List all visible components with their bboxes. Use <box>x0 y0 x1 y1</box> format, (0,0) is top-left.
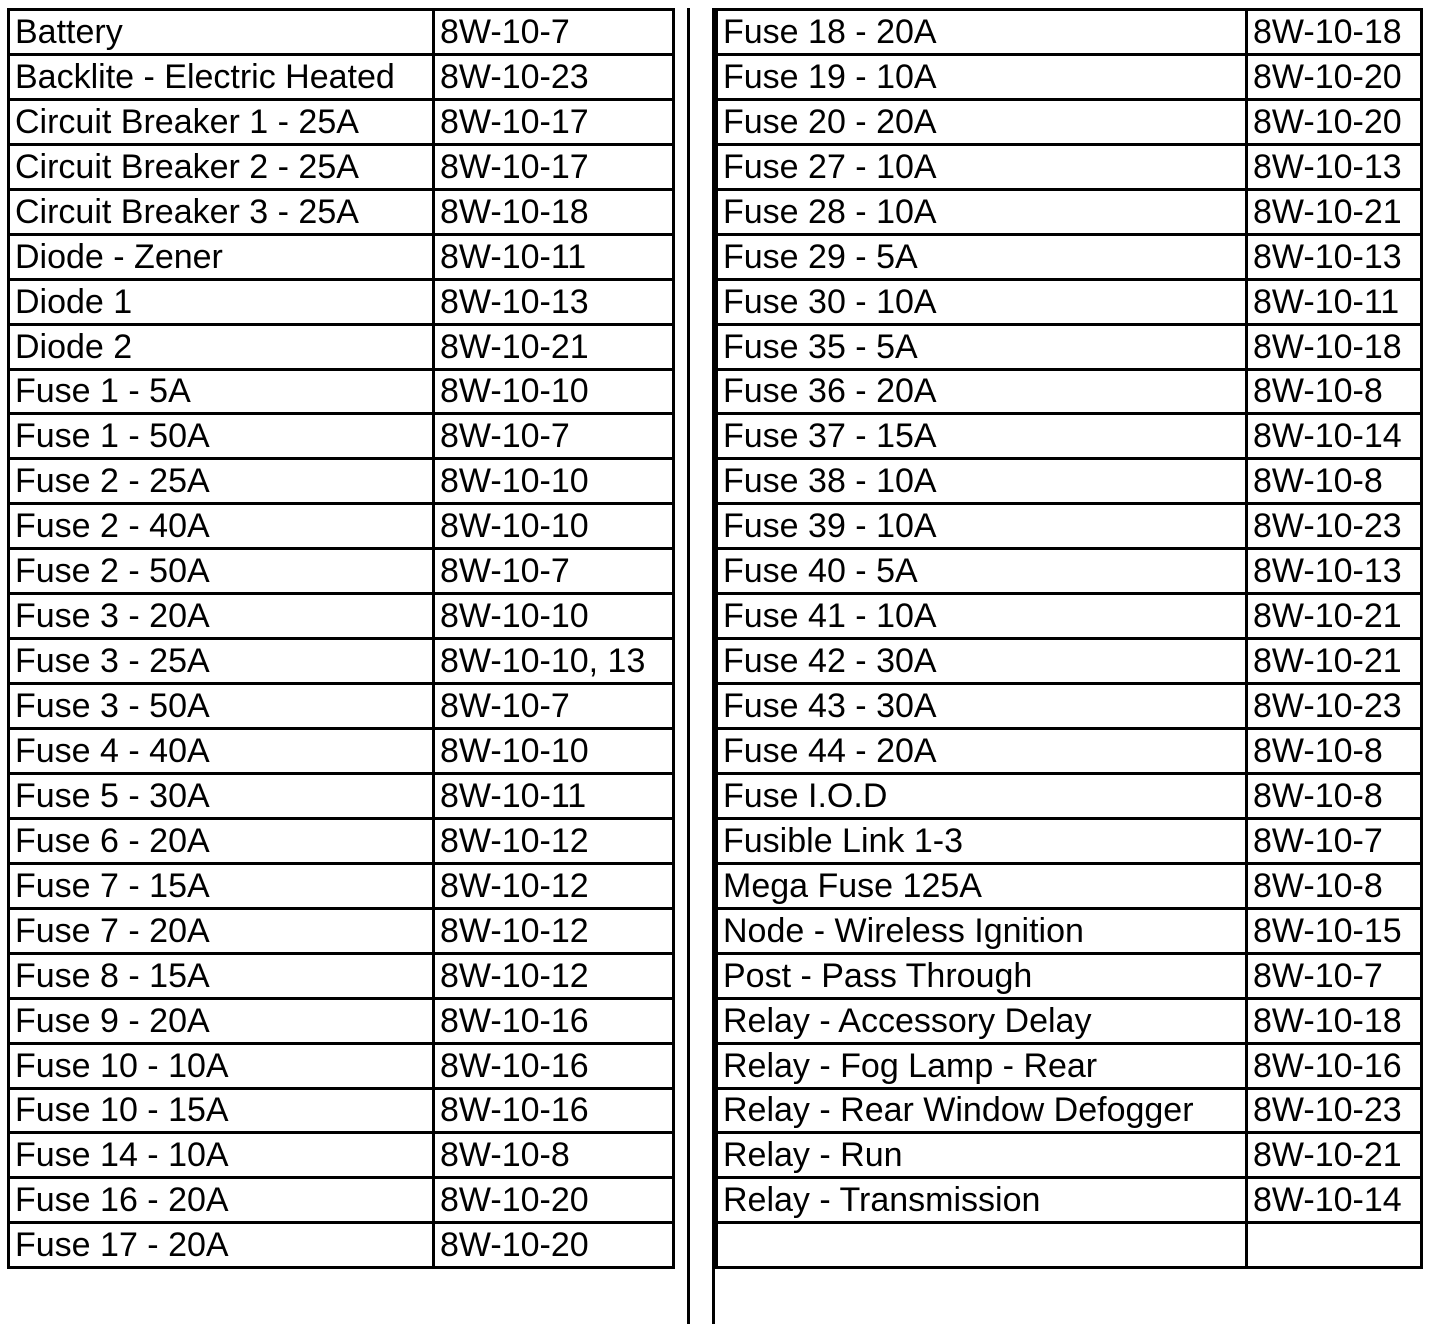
component-cell: Fuse 3 - 20A <box>9 594 434 639</box>
page-ref-cell: 8W-10-20 <box>1247 99 1422 144</box>
component-cell: Mega Fuse 125A <box>717 863 1247 908</box>
page-ref-cell: 8W-10-17 <box>434 144 674 189</box>
page-ref-cell: 8W-10-7 <box>434 414 674 459</box>
table-row <box>9 1223 674 1268</box>
component-cell: Circuit Breaker 2 - 25A <box>9 144 434 189</box>
component-cell: Fuse 30 - 10A <box>717 279 1247 324</box>
page-ref-cell: 8W-10-20 <box>434 1178 674 1223</box>
component-cell: Fuse 36 - 20A <box>717 369 1247 414</box>
component-cell: Fuse 29 - 5A <box>717 234 1247 279</box>
column-gap <box>687 8 715 1324</box>
table-row <box>9 279 674 324</box>
table-row <box>9 1178 674 1223</box>
page-ref-cell: 8W-10-16 <box>434 1088 674 1133</box>
component-cell: Fuse 38 - 10A <box>717 459 1247 504</box>
table-row <box>717 549 1422 594</box>
component-cell: Fusible Link 1‑3 <box>717 818 1247 863</box>
component-cell: Fuse 3 - 50A <box>9 684 434 729</box>
table-row <box>9 953 674 998</box>
component-cell: Relay - Run <box>717 1133 1247 1178</box>
table-row <box>717 324 1422 369</box>
page-ref-cell: 8W-10-7 <box>434 684 674 729</box>
page-ref-cell: 8W-10-23 <box>1247 684 1422 729</box>
page-ref-cell: 8W-10-16 <box>1247 1043 1422 1088</box>
component-cell: Fuse 9 - 20A <box>9 998 434 1043</box>
page-ref-cell: 8W-10-10, 13 <box>434 639 674 684</box>
table-row <box>717 369 1422 414</box>
page-ref-cell: 8W-10-10 <box>434 369 674 414</box>
table-row <box>717 1088 1422 1133</box>
table-row <box>9 99 674 144</box>
component-cell: Fuse 7 - 20A <box>9 908 434 953</box>
component-cell: Fuse 44 - 20A <box>717 729 1247 774</box>
component-cell: Fuse 39 - 10A <box>717 504 1247 549</box>
component-cell: Node - Wireless Ignition <box>717 908 1247 953</box>
table-row <box>9 1088 674 1133</box>
table-row <box>717 773 1422 818</box>
table-row <box>717 1043 1422 1088</box>
page-ref-cell: 8W-10-8 <box>434 1133 674 1178</box>
table-row <box>9 639 674 684</box>
table-row <box>9 818 674 863</box>
table-row <box>717 414 1422 459</box>
component-cell: Fuse I.O.D <box>717 773 1247 818</box>
table-row <box>717 998 1422 1043</box>
component-cell: Diode 2 <box>9 324 434 369</box>
page-ref-cell: 8W-10-16 <box>434 998 674 1043</box>
table-row <box>717 189 1422 234</box>
component-cell: Fuse 41 - 10A <box>717 594 1247 639</box>
table-row <box>9 504 674 549</box>
page-ref-cell: 8W-10-7 <box>1247 818 1422 863</box>
table-row <box>9 144 674 189</box>
page-ref-cell: 8W-10-23 <box>1247 1088 1422 1133</box>
table-row <box>717 459 1422 504</box>
page-ref-cell: 8W-10-10 <box>434 729 674 774</box>
page-ref-cell: 8W-10-11 <box>1247 279 1422 324</box>
table-row <box>9 189 674 234</box>
page-ref-cell: 8W-10-18 <box>1247 998 1422 1043</box>
component-cell: Circuit Breaker 3 - 25A <box>9 189 434 234</box>
page-ref-cell: 8W-10-13 <box>1247 234 1422 279</box>
component-cell: Fuse 2 - 25A <box>9 459 434 504</box>
component-cell: Post - Pass Through <box>717 953 1247 998</box>
component-cell: Fuse 5 - 30A <box>9 773 434 818</box>
page-ref-cell: 8W-10-18 <box>1247 324 1422 369</box>
table-row <box>717 729 1422 774</box>
table-row <box>717 54 1422 99</box>
component-cell: Fuse 20 - 20A <box>717 99 1247 144</box>
table-row <box>9 54 674 99</box>
component-cell: Fuse 17 - 20A <box>9 1223 434 1268</box>
component-cell: Fuse 19 - 10A <box>717 54 1247 99</box>
component-cell: Fuse 35 - 5A <box>717 324 1247 369</box>
page-ref-cell: 8W-10-13 <box>1247 144 1422 189</box>
page-ref-cell: 8W-10-12 <box>434 863 674 908</box>
component-cell: Fuse 42 - 30A <box>717 639 1247 684</box>
page-ref-cell: 8W-10-13 <box>1247 549 1422 594</box>
page-ref-cell: 8W-10-10 <box>434 594 674 639</box>
table-row <box>9 1133 674 1178</box>
page-ref-cell: 8W-10-21 <box>1247 1133 1422 1178</box>
page-ref-cell: 8W-10-14 <box>1247 414 1422 459</box>
component-cell: Fuse 3 - 25A <box>9 639 434 684</box>
page-ref-cell: 8W-10-8 <box>1247 729 1422 774</box>
page-ref-cell: 8W-10-23 <box>1247 504 1422 549</box>
component-cell: Fuse 1 - 50A <box>9 414 434 459</box>
component-cell: Fuse 28 - 10A <box>717 189 1247 234</box>
component-cell <box>717 1223 1247 1268</box>
page-ref-cell: 8W-10-20 <box>1247 54 1422 99</box>
component-cell: Fuse 18 - 20A <box>717 10 1247 55</box>
table-row <box>717 144 1422 189</box>
table-row <box>717 1133 1422 1178</box>
page-ref-cell: 8W-10-7 <box>434 549 674 594</box>
page-ref-cell: 8W-10-14 <box>1247 1178 1422 1223</box>
component-cell: Relay - Transmission <box>717 1178 1247 1223</box>
page-ref-cell: 8W-10-23 <box>434 54 674 99</box>
table-row <box>9 10 674 55</box>
table-row <box>717 908 1422 953</box>
page-ref-cell: 8W-10-13 <box>434 279 674 324</box>
page-ref-cell: 8W-10-17 <box>434 99 674 144</box>
table-row <box>9 684 674 729</box>
component-cell: Fuse 7 - 15A <box>9 863 434 908</box>
page-ref-cell: 8W-10-7 <box>1247 953 1422 998</box>
left-index-table <box>7 8 675 1269</box>
table-row <box>9 369 674 414</box>
table-row <box>717 953 1422 998</box>
component-cell: Fuse 27 - 10A <box>717 144 1247 189</box>
component-cell: Fuse 10 - 10A <box>9 1043 434 1088</box>
page-ref-cell: 8W-10-21 <box>1247 594 1422 639</box>
table-row <box>9 549 674 594</box>
component-cell: Fuse 37 - 15A <box>717 414 1247 459</box>
table-row <box>717 863 1422 908</box>
page-ref-cell: 8W-10-12 <box>434 953 674 998</box>
component-cell: Fuse 40 - 5A <box>717 549 1247 594</box>
page-ref-cell: 8W-10-10 <box>434 459 674 504</box>
table-row <box>717 504 1422 549</box>
component-cell: Fuse 1 - 5A <box>9 369 434 414</box>
table-row <box>9 863 674 908</box>
table-row <box>717 234 1422 279</box>
page-ref-cell: 8W-10-8 <box>1247 773 1422 818</box>
page-ref-cell: 8W-10-18 <box>434 189 674 234</box>
component-cell: Fuse 43 - 30A <box>717 684 1247 729</box>
table-row <box>9 324 674 369</box>
table-row <box>9 908 674 953</box>
table-row <box>717 99 1422 144</box>
component-cell: Battery <box>9 10 434 55</box>
component-cell: Fuse 16 - 20A <box>9 1178 434 1223</box>
component-cell: Relay - Accessory Delay <box>717 998 1247 1043</box>
page-ref-cell <box>1247 1223 1422 1268</box>
table-row <box>9 998 674 1043</box>
page-ref-cell: 8W-10-8 <box>1247 459 1422 504</box>
page-ref-cell: 8W-10-11 <box>434 773 674 818</box>
page-ref-cell: 8W-10-11 <box>434 234 674 279</box>
page-ref-cell: 8W-10-8 <box>1247 863 1422 908</box>
page-ref-cell: 8W-10-21 <box>1247 639 1422 684</box>
component-cell: Relay - Fog Lamp - Rear <box>717 1043 1247 1088</box>
table-row <box>717 818 1422 863</box>
page-ref-cell: 8W-10-7 <box>434 10 674 55</box>
table-row <box>9 1043 674 1088</box>
component-cell: Diode 1 <box>9 279 434 324</box>
table-row <box>9 729 674 774</box>
component-cell: Relay - Rear Window Defogger <box>717 1088 1247 1133</box>
page-ref-cell: 8W-10-12 <box>434 908 674 953</box>
component-cell: Fuse 10 - 15A <box>9 1088 434 1133</box>
component-cell: Fuse 14 - 10A <box>9 1133 434 1178</box>
component-cell: Circuit Breaker 1 - 25A <box>9 99 434 144</box>
table-row <box>9 459 674 504</box>
component-cell: Fuse 4 - 40A <box>9 729 434 774</box>
component-cell: Fuse 8 - 15A <box>9 953 434 998</box>
table-row <box>717 10 1422 55</box>
page-ref-cell: 8W-10-12 <box>434 818 674 863</box>
component-cell: Fuse 2 - 40A <box>9 504 434 549</box>
table-row <box>717 1223 1422 1268</box>
table-row <box>9 414 674 459</box>
page-ref-cell: 8W-10-15 <box>1247 908 1422 953</box>
page-ref-cell: 8W-10-21 <box>1247 189 1422 234</box>
page-ref-cell: 8W-10-18 <box>1247 10 1422 55</box>
component-cell: Fuse 6 - 20A <box>9 818 434 863</box>
page-ref-cell: 8W-10-10 <box>434 504 674 549</box>
component-cell: Fuse 2 - 50A <box>9 549 434 594</box>
table-row <box>717 279 1422 324</box>
page-ref-cell: 8W-10-16 <box>434 1043 674 1088</box>
table-row <box>717 1178 1422 1223</box>
table-row <box>717 594 1422 639</box>
page-ref-cell: 8W-10-21 <box>434 324 674 369</box>
page-ref-cell: 8W-10-8 <box>1247 369 1422 414</box>
page-ref-cell: 8W-10-20 <box>434 1223 674 1268</box>
table-row <box>9 773 674 818</box>
component-cell: Diode - Zener <box>9 234 434 279</box>
table-row <box>717 639 1422 684</box>
component-cell: Backlite - Electric Heated <box>9 54 434 99</box>
table-row <box>9 594 674 639</box>
right-index-table <box>715 8 1423 1269</box>
table-row <box>717 684 1422 729</box>
table-row <box>9 234 674 279</box>
